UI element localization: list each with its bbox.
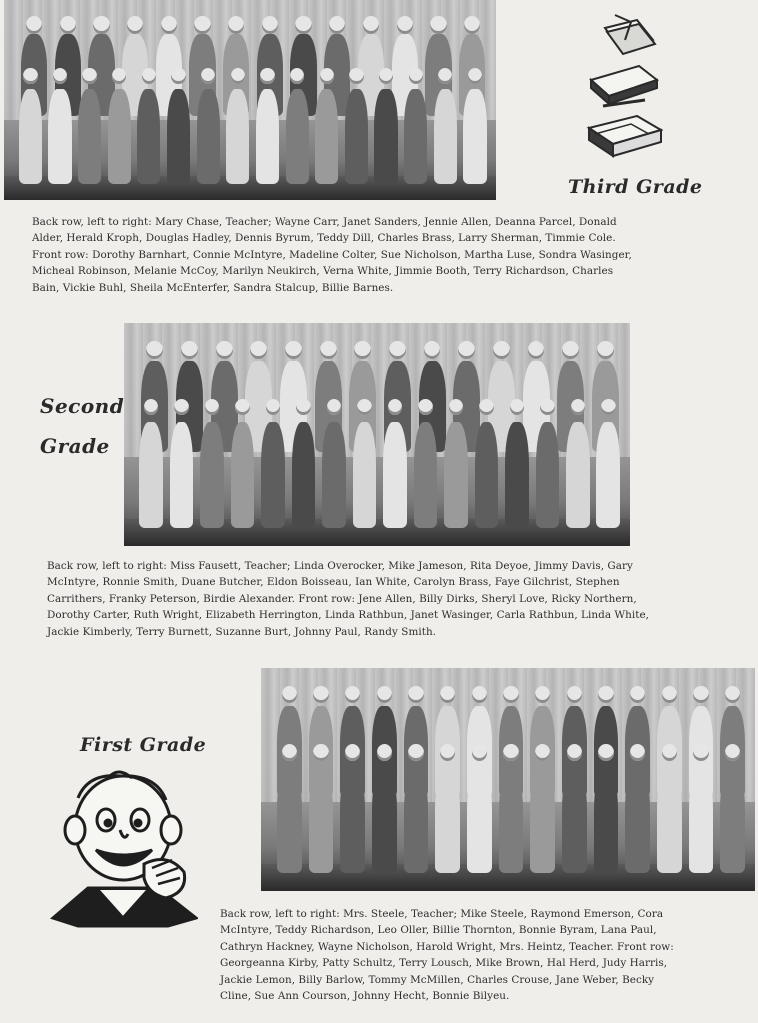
student-figure <box>434 89 457 184</box>
caption-line: Alder, Herald Kroph, Douglas Hadley, Dennis Byrum, Teddy Dill, Charles Brass, Larry Sherman, Timmie Cole. <box>32 232 616 245</box>
student-head <box>174 399 189 415</box>
caption-line: McIntyre, Teddy Richardson, Leo Oller, Billie Thornton, Bonnie Byram, Lana Paul, <box>220 924 657 937</box>
student-figure <box>689 767 714 873</box>
student-head <box>598 744 613 761</box>
student-head <box>503 744 518 761</box>
student-figure <box>286 89 309 184</box>
student-head <box>493 341 510 359</box>
student-head <box>260 68 274 84</box>
third-grade-heading: Third Grade <box>568 176 703 198</box>
student-head <box>23 68 37 84</box>
student-head <box>379 68 393 84</box>
caption-line: Carrithers, Franky Peterson, Birdie Alexander. Front row: Jene Allen, Billy Dirks, Sheryl Love, Ricky Northern, <box>47 592 637 605</box>
student-head <box>235 399 250 415</box>
student-head <box>389 341 406 359</box>
caption-line: Dorothy Carter, Ruth Wright, Elizabeth Herrington, Linda Rathbun, Janet Wasinger, Carla Rathbun, Linda White, <box>47 609 650 622</box>
student-head <box>171 68 185 84</box>
student-figure <box>322 422 346 528</box>
student-figure <box>463 89 486 184</box>
second-grade-photo <box>124 323 630 546</box>
student-head <box>535 744 550 761</box>
student-head <box>357 399 372 415</box>
student-head <box>93 16 109 34</box>
student-figure <box>530 767 555 873</box>
student-head <box>82 68 96 84</box>
student-figure <box>137 89 160 184</box>
student-figure <box>277 767 302 873</box>
student-head <box>313 744 328 761</box>
student-head <box>290 68 304 84</box>
student-head <box>408 686 423 703</box>
caption-line: Front row: Dorothy Barnhart, Connie McIntyre, Madeline Colter, Sue Nicholson, Martha Luse, Sondra Wasinger, <box>32 248 632 261</box>
student-head <box>194 16 210 34</box>
caption-line: Jackie Lemon, Billy Barlow, Tommy McMillen, Charles Crouse, Jane Weber, Becky <box>220 973 655 986</box>
student-figure <box>197 89 220 184</box>
student-head <box>313 686 328 703</box>
student-head <box>320 68 334 84</box>
student-head <box>282 744 297 761</box>
student-figure <box>499 767 524 873</box>
student-figure <box>200 422 224 528</box>
caption-line: Back row, left to right: Mary Chase, Teacher; Wayne Carr, Janet Sanders, Jennie Allen, Deanna Parcel, Donald <box>32 216 617 228</box>
student-figure <box>435 767 460 873</box>
student-figure <box>594 767 619 873</box>
student-figure <box>467 767 492 873</box>
student-figure <box>562 767 587 873</box>
student-figure <box>167 89 190 184</box>
student-head <box>567 686 582 703</box>
third-grade-caption <box>32 214 632 296</box>
student-figure <box>536 422 560 528</box>
student-head <box>262 16 278 34</box>
student-figure <box>414 422 438 528</box>
caption-line: Back row, left to right: Miss Fausett, Teacher; Linda Overocker, Mike Jameson, Rita Deyoe, Jimmy Davis, Gary <box>47 560 633 572</box>
student-head <box>231 68 245 84</box>
student-figure <box>139 422 163 528</box>
student-head <box>693 686 708 703</box>
caption-line: Bain, Vickie Buhl, Sheila McEnterfer, Sandra Stalcup, Billie Barnes. <box>32 281 394 294</box>
student-figure <box>256 89 279 184</box>
first-grade-caption <box>220 906 674 1004</box>
student-head <box>377 744 392 761</box>
student-figure <box>340 767 365 873</box>
student-figure <box>404 767 429 873</box>
student-head <box>464 16 480 34</box>
caption-line: Georgeanna Kirby, Patty Schultz, Terry Lousch, Mike Brown, Hal Herd, Judy Harris, <box>220 957 668 970</box>
student-figure <box>657 767 682 873</box>
caption-line: Micheal Robinson, Melanie McCoy, Marilyn Neukirch, Verna White, Jimmie Booth, Terry Richardson, Charles <box>32 265 614 278</box>
caption-line: Cathryn Hackney, Wayne Nicholson, Harold Wright, Mrs. Heintz, Teacher. Front row: <box>220 940 674 953</box>
student-figure <box>505 422 529 528</box>
student-figure <box>292 422 316 528</box>
student-figure <box>596 422 620 528</box>
caption-line: Cline, Sue Ann Courson, Johnny Hecht, Bonnie Bilyeu. <box>220 990 510 1003</box>
student-figure <box>566 422 590 528</box>
student-figure <box>353 422 377 528</box>
student-head <box>161 16 177 34</box>
student-head <box>409 68 423 84</box>
student-head <box>60 16 76 34</box>
student-head <box>472 744 487 761</box>
student-figure <box>261 422 285 528</box>
student-figure <box>315 89 338 184</box>
student-figure <box>404 89 427 184</box>
student-head <box>320 341 337 359</box>
student-head <box>285 341 302 359</box>
student-head <box>127 16 143 34</box>
student-head <box>479 399 494 415</box>
caption-line: McIntyre, Ronnie Smith, Duane Butcher, Eldon Boisseau, Ian White, Carolyn Brass, Faye Gilchrist, Stephen <box>47 576 620 589</box>
student-head <box>472 686 487 703</box>
student-head <box>345 686 360 703</box>
student-head <box>408 744 423 761</box>
third-grade-photo <box>4 0 496 200</box>
student-head <box>725 686 740 703</box>
student-figure <box>720 767 745 873</box>
student-head <box>349 68 363 84</box>
caption-line: Back row, left to right: Mrs. Steele, Teacher; Mike Steele, Raymond Emerson, Cora <box>220 908 664 920</box>
student-head <box>142 68 156 84</box>
student-head <box>53 68 67 84</box>
student-head <box>571 399 586 415</box>
student-head <box>540 399 555 415</box>
second-grade-heading-line1: Second <box>40 394 125 418</box>
student-figure <box>372 767 397 873</box>
cartoon-boy-illustration <box>48 768 198 936</box>
student-head <box>662 744 677 761</box>
student-figure <box>231 422 255 528</box>
first-grade-photo <box>261 668 755 891</box>
second-grade-heading-line2: Grade <box>40 434 110 458</box>
caption-line: Jackie Kimberly, Terry Burnett, Suzanne Burt, Johnny Paul, Randy Smith. <box>47 625 437 638</box>
student-head <box>377 686 392 703</box>
student-head <box>216 341 233 359</box>
student-head <box>597 341 614 359</box>
student-figure <box>475 422 499 528</box>
student-figure <box>170 422 194 528</box>
student-head <box>345 744 360 761</box>
student-head <box>630 744 645 761</box>
student-head <box>296 399 311 415</box>
student-head <box>26 16 42 34</box>
student-head <box>630 686 645 703</box>
second-grade-caption <box>47 558 649 640</box>
student-head <box>201 68 215 84</box>
student-head <box>440 744 455 761</box>
student-figure <box>78 89 101 184</box>
student-head <box>449 399 464 415</box>
student-head <box>363 16 379 34</box>
student-head <box>181 341 198 359</box>
student-head <box>468 68 482 84</box>
student-head <box>567 744 582 761</box>
student-figure <box>345 89 368 184</box>
student-head <box>440 686 455 703</box>
stacked-books-illustration <box>585 10 675 165</box>
student-figure <box>383 422 407 528</box>
student-head <box>430 16 446 34</box>
student-figure <box>48 89 71 184</box>
student-head <box>601 399 616 415</box>
student-figure <box>108 89 131 184</box>
student-head <box>418 399 433 415</box>
first-grade-heading: First Grade <box>80 734 207 756</box>
student-figure <box>625 767 650 873</box>
student-head <box>282 686 297 703</box>
student-figure <box>309 767 334 873</box>
student-figure <box>19 89 42 184</box>
student-head <box>693 744 708 761</box>
student-head <box>510 399 525 415</box>
student-head <box>295 16 311 34</box>
student-head <box>503 686 518 703</box>
student-head <box>535 686 550 703</box>
student-figure <box>374 89 397 184</box>
student-head <box>598 686 613 703</box>
student-head <box>725 744 740 761</box>
student-figure <box>444 422 468 528</box>
student-head <box>662 686 677 703</box>
student-figure <box>226 89 249 184</box>
student-head <box>397 16 413 34</box>
